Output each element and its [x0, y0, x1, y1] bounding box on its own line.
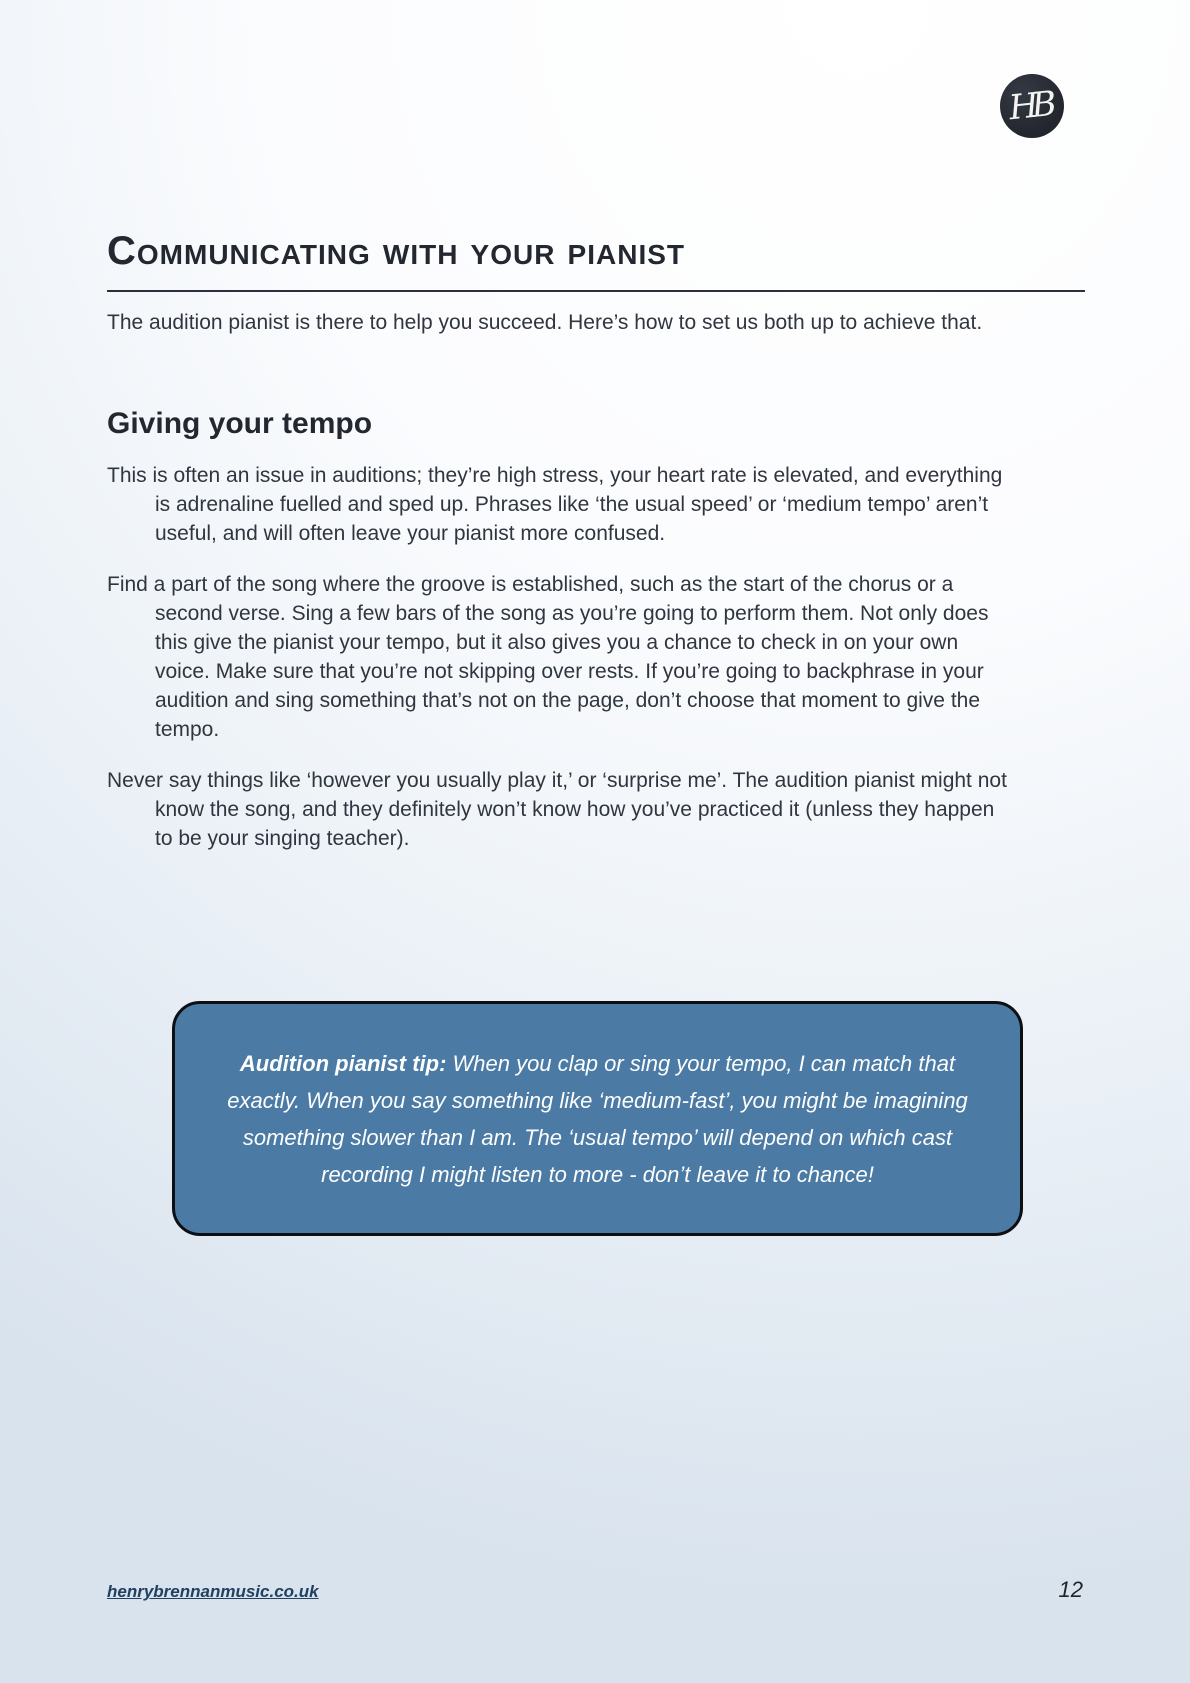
page-content: [107, 0, 1085, 1236]
title-divider: [107, 290, 1085, 292]
body-paragraph-2: Find a part of the song where the groove is established, such as the start of the chorus or a second verse. Sing a few bars of the song as you’re going to perform them. Not only does this give the pianist your tempo, but it also gives you a chance to check in on your own voice. Make sure that you’re not skipping over rests. If you’re going to backphrase in your audition and sing something that’s not on the page, don’t choose that moment to give the tempo.: [107, 573, 989, 741]
tip-body: When you clap or sing your tempo, I can match that exactly. When you say something like ‘medium-fast’, you might be imagining something slower than I am. The ‘usual tempo’ will depend on which cast recording I might listen to more - don’t leave it to chance!: [227, 1050, 968, 1187]
brand-monogram-icon: HB: [1006, 84, 1052, 129]
tip-label: Audition pianist tip:: [239, 1050, 447, 1076]
section-heading: Giving your tempo: [107, 407, 373, 440]
body-paragraph-1: This is often an issue in auditions; they’re high stress, your heart rate is elevated, and everything is adrenaline fuelled and sped up. Phrases like ‘the usual speed’ or ‘medium tempo’ aren’t useful, and will often leave your pianist more confused.: [107, 464, 1003, 545]
page-title: Communicating with your pianist: [107, 229, 686, 273]
page-footer: [107, 1577, 1083, 1603]
page-number: 12: [1058, 1577, 1083, 1602]
tip-callout: [172, 1001, 1023, 1236]
intro-paragraph: The audition pianist is there to help you succeed. Here’s how to set us both up to achieve that.: [107, 311, 983, 334]
tip-text: [221, 1045, 974, 1193]
website-link[interactable]: henrybrennanmusic.co.uk: [107, 1582, 319, 1601]
body-paragraph-3: Never say things like ‘however you usually play it,’ or ‘surprise me’. The audition pianist might not know the song, and they definitely won’t know how you’ve practiced it (unless they happen to be your singing teacher).: [107, 769, 1007, 850]
